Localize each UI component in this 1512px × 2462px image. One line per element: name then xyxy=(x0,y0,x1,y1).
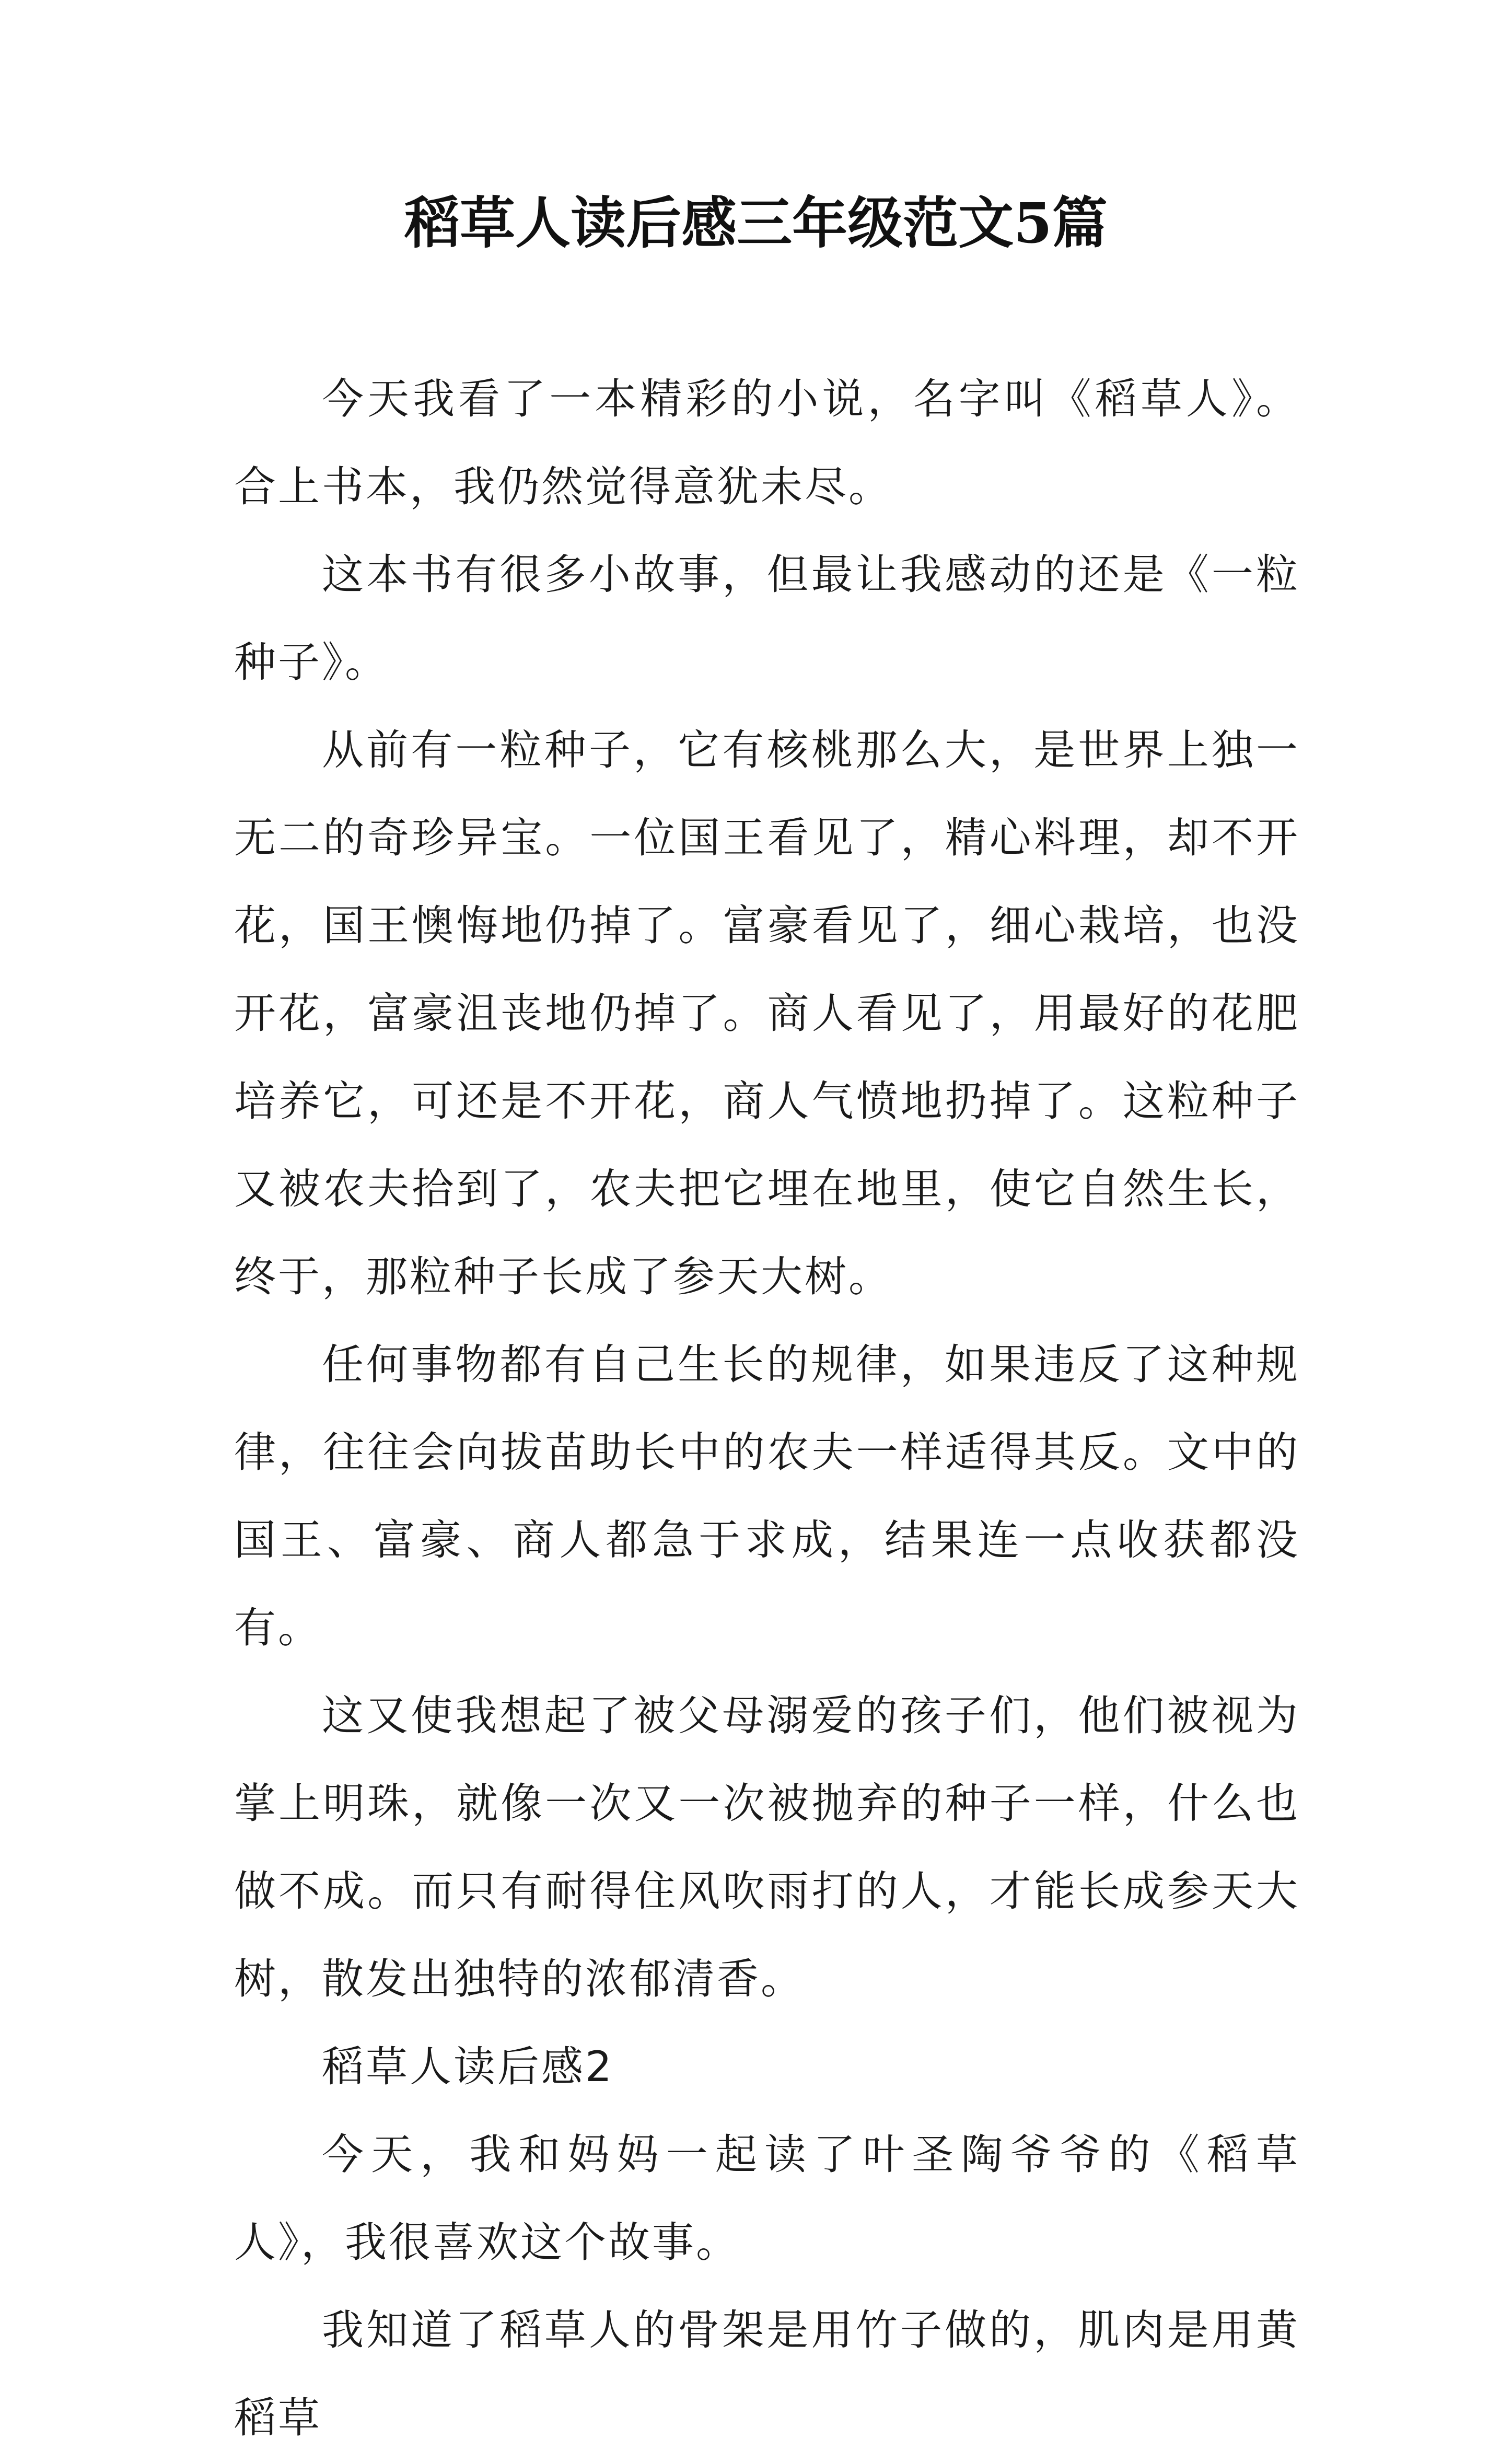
paragraph: 我知道了稻草人的骨架是用竹子做的，肌肉是用黄稻草 xyxy=(234,2306,1300,2442)
paragraph: 今天，我和妈妈一起读了叶圣陶爷爷的《稻草人》，我很喜欢这个故事。 xyxy=(234,2130,1300,2267)
paragraph: 从前有一粒种子，它有核桃那么大，是世界上独一无二的奇珍异宝。一位国王看见了，精心料理，却不开花，国王懊悔地仍掉了。富豪看见了，细心栽培，也没开花，富豪沮丧地仍掉了。商人看见了，用最好的花肥培养它，可还是不开花，商人气愤地扔掉了。这粒种子又被农夫拾到了，农夫把它埋在地里，使它自然生长，终于，那粒种子长成了参天大树。 xyxy=(234,726,1300,1301)
paragraph: 任何事物都有自己生长的规律，如果违反了这种规律，往往会向拔苗助长中的农夫一样适得其反。文中的国王、富豪、商人都急于求成，结果连一点收获都没有。 xyxy=(234,1340,1300,1652)
document-body xyxy=(234,355,1300,2462)
paragraph: 这本书有很多小故事，但最让我感动的还是《一粒种子》。 xyxy=(234,550,1300,687)
document-title: 稻草人读后感三年级范文5篇 xyxy=(404,190,1108,256)
paragraph: 这又使我想起了被父母溺爱的孩子们，他们被视为掌上明珠，就像一次又一次被抛弃的种子一样，什么也做不成。而只有耐得住风吹雨打的人，才能长成参天大树，散发出独特的浓郁清香。 xyxy=(234,1691,1300,2003)
paragraph: 今天我看了一本精彩的小说，名字叫《稻草人》。合上书本，我仍然觉得意犹未尽。 xyxy=(234,375,1300,511)
section-heading: 稻草人读后感2 xyxy=(322,2042,614,2091)
